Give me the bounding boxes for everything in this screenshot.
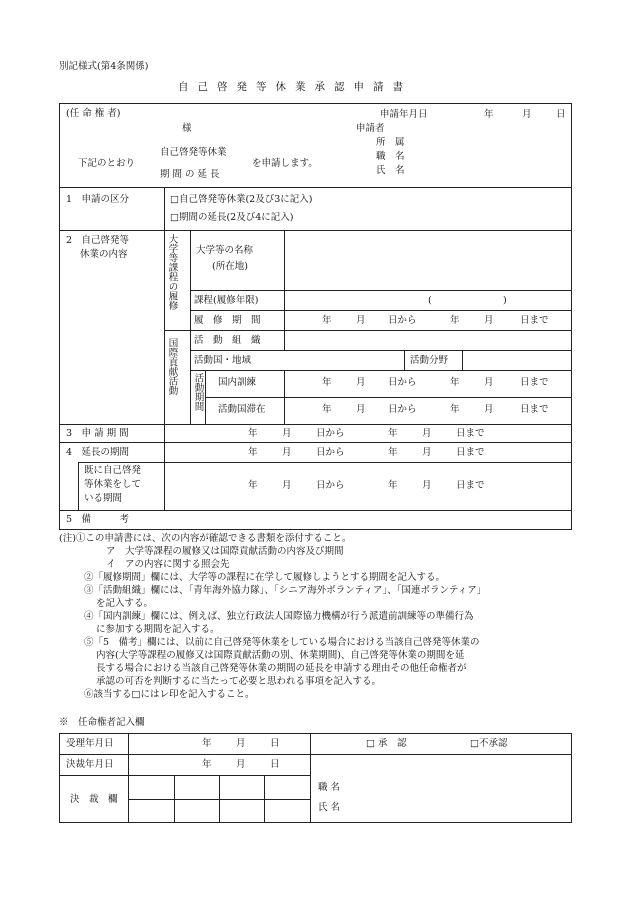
university-name-label: 大学等の名称: [196, 245, 254, 256]
row5-label: 5 備 考: [66, 514, 130, 525]
affiliation-label: 所 属: [376, 137, 405, 148]
prev-start-day: 日から: [316, 480, 345, 491]
note-line: イ アの内容に関する照会先: [106, 559, 230, 570]
category-checkbox-extension[interactable]: □期間の延長(2及び4に記入): [170, 212, 294, 223]
decision-column-label: 決 裁 欄: [70, 794, 118, 805]
kaki-label: 下記のとおり: [78, 158, 136, 169]
ext-end-month: 月: [422, 447, 432, 458]
study-period-label: 履 修 期 間: [194, 315, 261, 326]
kyugyo-label: 自己啓発等休業: [160, 147, 227, 158]
apply-start-year: 年: [248, 428, 258, 439]
prev-end-day: 日まで: [456, 480, 485, 491]
note-line: 内容(大学等課程の履修又は国際貢献活動の別、休業期間)、自己啓発等休業の期間を延: [96, 650, 465, 661]
year-label: 年: [484, 109, 494, 120]
activity-country-label: 活動国・地域: [194, 355, 252, 366]
form-title: 自己啓発等休業承認申請書: [178, 81, 412, 93]
prev-end-month: 月: [422, 480, 432, 491]
stay-end-day: 日まで: [520, 404, 549, 415]
training-end-day: 日まで: [520, 377, 549, 388]
study-start-year: 年: [322, 315, 332, 326]
day-label: 日: [556, 109, 566, 120]
disapprove-checkbox[interactable]: □不承認: [470, 738, 508, 749]
prev-start-year: 年: [248, 480, 258, 491]
received-date-label: 受理年月日: [66, 738, 114, 749]
row2-label-b: 休業の内容: [80, 249, 128, 260]
study-start-day: 日から: [388, 315, 417, 326]
apply-start-month: 月: [282, 428, 292, 439]
apply-end-month: 月: [422, 428, 432, 439]
previous-leave-label-a: 既に自己啓発: [84, 465, 142, 476]
domestic-training-label: 国内訓練: [218, 377, 257, 388]
international-contribution-vertical: 国際貢献活動: [166, 338, 178, 395]
note-line: を記入する。: [96, 598, 154, 609]
note-line: ⑤「5 備考」欄には、以前に自己啓発等休業をしている場合における当該自己啓発等休業の: [84, 637, 480, 648]
position-label: 職 名: [376, 151, 405, 162]
note-line: ②「履修期間」欄には、大学等の課程に在学して履修しようとする期間を記入する。: [84, 572, 446, 583]
course-label: 課程(履修年限): [194, 295, 259, 306]
name-label: 氏 名: [376, 165, 405, 176]
overseas-stay-label: 活動国滞在: [218, 404, 266, 415]
stay-start-day: 日から: [388, 404, 417, 415]
apply-end-year: 年: [388, 428, 398, 439]
course-paren-open: (: [428, 295, 432, 306]
university-address-label: (所在地): [212, 261, 248, 272]
training-end-month: 月: [484, 377, 494, 388]
note-line: 長する場合における当該自己啓発等休業の期間の延長を申請する理由その他任命権者が: [96, 663, 467, 674]
note-line: ⑥該当する□にはレ印を記入すること。: [84, 689, 255, 700]
row2-label-a: 2 自己啓発等: [66, 235, 130, 246]
previous-leave-label-c: いる期間: [84, 493, 123, 504]
course-paren-close: ): [503, 295, 507, 306]
ext-start-day: 日から: [316, 447, 345, 458]
application-date-label: 申請年月日: [380, 109, 428, 120]
extension-label: 期間の延長: [160, 169, 223, 180]
decision-month: 月: [236, 759, 246, 770]
stay-end-year: 年: [450, 404, 460, 415]
activity-org-label: 活 動 組 織: [194, 335, 261, 346]
ext-end-day: 日まで: [456, 447, 485, 458]
ext-start-year: 年: [248, 447, 258, 458]
row3-label: 3 申 請 期 間: [66, 428, 129, 439]
note-line: ア 大学等課程の履修又は国際貢献活動の内容及び期間: [106, 546, 344, 557]
ext-end-year: 年: [388, 447, 398, 458]
university-course-vertical: 大学等課程の履修: [166, 234, 178, 310]
applicant-label: 申請者: [356, 123, 385, 134]
month-label: 月: [522, 109, 532, 120]
decision-day: 日: [270, 759, 280, 770]
note-line: ④「国内訓練」欄には、例えば、独立行政法人国際協力機構が行う派遣前訓練等の準備行為: [84, 611, 474, 622]
note-line: ③「活動組織」欄には、「青年海外協力隊」、「シニア海外ボランティア」、「国連ボランティア」: [84, 585, 487, 596]
study-end-month: 月: [484, 315, 494, 326]
prev-start-month: 月: [282, 480, 292, 491]
received-year: 年: [202, 738, 212, 749]
training-end-year: 年: [450, 377, 460, 388]
row4-label: 4 延長の期間: [66, 447, 130, 458]
ext-start-month: 月: [282, 447, 292, 458]
study-end-year: 年: [450, 315, 460, 326]
previous-leave-label-b: 等休業をして: [84, 479, 142, 490]
stay-start-year: 年: [322, 404, 332, 415]
prev-end-year: 年: [388, 480, 398, 491]
note-line: に参加する期間を記入する。: [96, 624, 220, 635]
apply-start-day: 日から: [316, 428, 345, 439]
appointer-section-heading: ※ 任命権者記入欄: [59, 717, 145, 728]
sama-label: 様: [182, 123, 192, 134]
study-end-day: 日まで: [520, 315, 549, 326]
decision-date-label: 決裁年月日: [66, 759, 114, 770]
form-label: 別記様式(第4条関係): [59, 61, 149, 72]
appointer-position-label: 職 名: [318, 782, 341, 793]
stay-start-month: 月: [356, 404, 366, 415]
activity-field-label: 活動分野: [410, 355, 449, 366]
apply-end-day: 日まで: [456, 428, 485, 439]
received-day: 日: [270, 738, 280, 749]
note-line: (注)①この申請書には、次の内容が確認できる書類を添付すること。: [59, 533, 352, 544]
decision-year: 年: [202, 759, 212, 770]
appointer-name-label: 氏 名: [318, 802, 341, 813]
study-start-month: 月: [356, 315, 366, 326]
shinsei-label: を申請します。: [252, 158, 318, 169]
received-month: 月: [236, 738, 246, 749]
category-checkbox-kyugyo[interactable]: □自己啓発等休業(2及び3に記入): [170, 194, 313, 205]
approve-checkbox[interactable]: □ 承 認: [366, 738, 407, 749]
training-start-day: 日から: [388, 377, 417, 388]
training-start-year: 年: [322, 377, 332, 388]
appointer-label: (任 命 権 者): [66, 108, 121, 119]
stay-end-month: 月: [484, 404, 494, 415]
activity-period-vertical: 活動期間: [192, 373, 204, 411]
note-line: 承認の可否を判断するに当たって必要と思われる事項を記入する。: [96, 676, 382, 687]
row1-label: 1 申請の区分: [66, 194, 130, 205]
training-start-month: 月: [356, 377, 366, 388]
